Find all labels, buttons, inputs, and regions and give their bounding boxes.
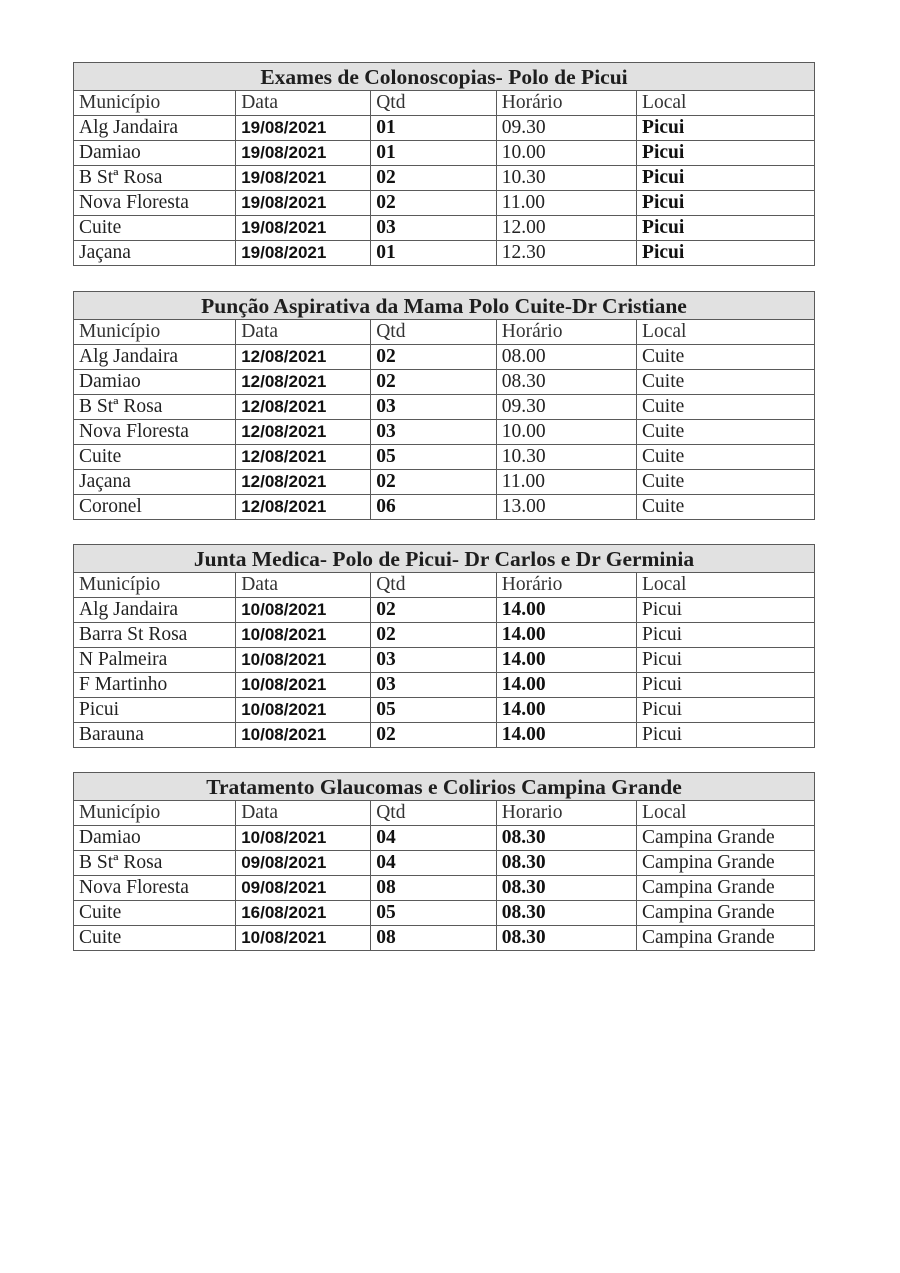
table-cell: 10.30 <box>496 445 636 470</box>
table-cell: 12/08/2021 <box>236 445 371 470</box>
column-header: Qtd <box>371 320 497 345</box>
table-cell: Nova Floresta <box>74 420 236 445</box>
table-cell: 19/08/2021 <box>236 116 371 141</box>
table-cell: 12/08/2021 <box>236 370 371 395</box>
table-cell: Damiao <box>74 826 236 851</box>
table-cell: Cuite <box>637 445 815 470</box>
table-cell: 03 <box>371 420 497 445</box>
table-cell: 03 <box>371 395 497 420</box>
table-cell: Cuite <box>74 216 236 241</box>
table-cell: B Stª Rosa <box>74 166 236 191</box>
column-header: Qtd <box>371 91 497 116</box>
table-cell: 08 <box>371 876 497 901</box>
column-header: Horário <box>496 91 636 116</box>
table-row <box>74 673 815 698</box>
table-cell: Picui <box>637 141 815 166</box>
table-row <box>74 826 815 851</box>
table-row <box>74 445 815 470</box>
table-cell: 08.30 <box>496 926 636 951</box>
table-row <box>74 116 815 141</box>
table-cell: 14.00 <box>496 698 636 723</box>
column-header: Local <box>637 801 815 826</box>
table-cell: 12/08/2021 <box>236 420 371 445</box>
table-row <box>74 470 815 495</box>
column-header: Data <box>236 573 371 598</box>
table-cell: 12.30 <box>496 241 636 266</box>
table-row <box>74 698 815 723</box>
table-cell: B Stª Rosa <box>74 851 236 876</box>
table-row <box>74 851 815 876</box>
table-cell: Picui <box>637 673 815 698</box>
table-row <box>74 901 815 926</box>
column-header: Qtd <box>371 801 497 826</box>
table-cell: 14.00 <box>496 723 636 748</box>
table-cell: Picui <box>637 598 815 623</box>
table-cell: 08.30 <box>496 370 636 395</box>
table-cell: 10/08/2021 <box>236 698 371 723</box>
table-row <box>74 926 815 951</box>
table-cell: Picui <box>637 166 815 191</box>
table-cell: 04 <box>371 851 497 876</box>
table-cell: Barauna <box>74 723 236 748</box>
table-cell: 13.00 <box>496 495 636 520</box>
table-row <box>74 876 815 901</box>
table-cell: 10/08/2021 <box>236 623 371 648</box>
table-cell: Cuite <box>637 370 815 395</box>
table-cell: 02 <box>371 723 497 748</box>
table-cell: 02 <box>371 370 497 395</box>
table-cell: 03 <box>371 216 497 241</box>
table-cell: F Martinho <box>74 673 236 698</box>
table-cell: 02 <box>371 598 497 623</box>
table-row <box>74 141 815 166</box>
table-row <box>74 723 815 748</box>
table-cell: 08.30 <box>496 826 636 851</box>
table-row <box>74 495 815 520</box>
table-row <box>74 420 815 445</box>
table-cell: 01 <box>371 241 497 266</box>
table-cell: Cuite <box>637 420 815 445</box>
table-header-row <box>74 320 815 345</box>
column-header: Município <box>74 801 236 826</box>
breast-aspiration-table <box>73 291 815 520</box>
table-cell: Cuite <box>74 901 236 926</box>
column-header: Data <box>236 320 371 345</box>
table-cell: 04 <box>371 826 497 851</box>
table-cell: 19/08/2021 <box>236 141 371 166</box>
column-header: Município <box>74 320 236 345</box>
table-cell: 16/08/2021 <box>236 901 371 926</box>
column-header: Local <box>637 320 815 345</box>
column-header: Local <box>637 573 815 598</box>
table-cell: 02 <box>371 470 497 495</box>
table-title-row <box>74 545 815 573</box>
table-cell: Cuite <box>637 495 815 520</box>
table-cell: N Palmeira <box>74 648 236 673</box>
table-cell: 09.30 <box>496 395 636 420</box>
table-cell: 10/08/2021 <box>236 926 371 951</box>
table-cell: Campina Grande <box>637 926 815 951</box>
table-cell: Cuite <box>637 345 815 370</box>
table-cell: 02 <box>371 191 497 216</box>
table-cell: 09.30 <box>496 116 636 141</box>
table-cell: 12.00 <box>496 216 636 241</box>
table-cell: 14.00 <box>496 598 636 623</box>
table-cell: 06 <box>371 495 497 520</box>
table-cell: 08 <box>371 926 497 951</box>
table-cell: 10/08/2021 <box>236 648 371 673</box>
table-cell: 14.00 <box>496 623 636 648</box>
table-row <box>74 623 815 648</box>
column-header: Município <box>74 573 236 598</box>
table-row <box>74 598 815 623</box>
table-cell: Cuite <box>74 926 236 951</box>
table-cell: Barra St Rosa <box>74 623 236 648</box>
table-cell: 01 <box>371 116 497 141</box>
table-row <box>74 345 815 370</box>
table-cell: Alg Jandaira <box>74 345 236 370</box>
table-cell: 09/08/2021 <box>236 876 371 901</box>
table-cell: Picui <box>637 648 815 673</box>
table-cell: Picui <box>637 216 815 241</box>
table-cell: 19/08/2021 <box>236 166 371 191</box>
table-cell: 05 <box>371 901 497 926</box>
table-cell: 08.30 <box>496 851 636 876</box>
table-cell: 12/08/2021 <box>236 395 371 420</box>
table-cell: Damiao <box>74 141 236 166</box>
table-cell: 01 <box>371 141 497 166</box>
table-cell: Alg Jandaira <box>74 598 236 623</box>
table-cell: 12/08/2021 <box>236 345 371 370</box>
table-header-row <box>74 573 815 598</box>
table-cell: 11.00 <box>496 470 636 495</box>
table-title: Exames de Colonoscopias- Polo de Picui <box>74 63 815 91</box>
table-title-row <box>74 773 815 801</box>
column-header: Local <box>637 91 815 116</box>
table-cell: 10.00 <box>496 141 636 166</box>
table-cell: 12/08/2021 <box>236 495 371 520</box>
table-cell: Picui <box>637 723 815 748</box>
table-cell: 14.00 <box>496 648 636 673</box>
table-cell: Damiao <box>74 370 236 395</box>
table-cell: 19/08/2021 <box>236 191 371 216</box>
table-cell: Alg Jandaira <box>74 116 236 141</box>
table-cell: 19/08/2021 <box>236 216 371 241</box>
table-title-row <box>74 63 815 91</box>
table-row <box>74 241 815 266</box>
table-cell: Cuite <box>74 445 236 470</box>
table-cell: 05 <box>371 698 497 723</box>
table-title: Junta Medica- Polo de Picui- Dr Carlos e Dr Germinia <box>74 545 815 573</box>
table-cell: 14.00 <box>496 673 636 698</box>
column-header: Horario <box>496 801 636 826</box>
table-cell: 10/08/2021 <box>236 673 371 698</box>
table-cell: 10/08/2021 <box>236 598 371 623</box>
table-row <box>74 191 815 216</box>
table-cell: Picui <box>637 623 815 648</box>
table-cell: Campina Grande <box>637 901 815 926</box>
table-cell: 02 <box>371 166 497 191</box>
table-cell: Picui <box>637 698 815 723</box>
glaucoma-treatment-table <box>73 772 815 951</box>
table-cell: 10/08/2021 <box>236 723 371 748</box>
table-cell: B Stª Rosa <box>74 395 236 420</box>
table-cell: Cuite <box>637 395 815 420</box>
column-header: Data <box>236 91 371 116</box>
column-header: Município <box>74 91 236 116</box>
table-row <box>74 648 815 673</box>
table-header-row <box>74 91 815 116</box>
table-cell: 19/08/2021 <box>236 241 371 266</box>
table-cell: Cuite <box>637 470 815 495</box>
table-title: Punção Aspirativa da Mama Polo Cuite-Dr Cristiane <box>74 292 815 320</box>
table-cell: 11.00 <box>496 191 636 216</box>
table-row <box>74 166 815 191</box>
table-cell: 10/08/2021 <box>236 826 371 851</box>
table-cell: 10.30 <box>496 166 636 191</box>
table-title-row <box>74 292 815 320</box>
column-header: Horário <box>496 320 636 345</box>
table-cell: Picui <box>637 191 815 216</box>
table-cell: 05 <box>371 445 497 470</box>
table-row <box>74 216 815 241</box>
colonoscopy-table <box>73 62 815 266</box>
column-header: Horário <box>496 573 636 598</box>
table-cell: 08.30 <box>496 901 636 926</box>
table-cell: Campina Grande <box>637 851 815 876</box>
table-row <box>74 395 815 420</box>
table-cell: 03 <box>371 673 497 698</box>
table-cell: 12/08/2021 <box>236 470 371 495</box>
table-row <box>74 370 815 395</box>
table-cell: 08.30 <box>496 876 636 901</box>
table-cell: Nova Floresta <box>74 876 236 901</box>
column-header: Qtd <box>371 573 497 598</box>
table-cell: Picui <box>74 698 236 723</box>
table-cell: Coronel <box>74 495 236 520</box>
table-cell: 10.00 <box>496 420 636 445</box>
table-cell: Picui <box>637 116 815 141</box>
column-header: Data <box>236 801 371 826</box>
medical-board-table <box>73 544 815 748</box>
table-header-row <box>74 801 815 826</box>
table-cell: 02 <box>371 345 497 370</box>
table-cell: 08.00 <box>496 345 636 370</box>
table-cell: 03 <box>371 648 497 673</box>
table-cell: Campina Grande <box>637 876 815 901</box>
table-cell: Picui <box>637 241 815 266</box>
table-cell: Nova Floresta <box>74 191 236 216</box>
table-cell: Jaçana <box>74 241 236 266</box>
table-cell: 02 <box>371 623 497 648</box>
table-cell: Jaçana <box>74 470 236 495</box>
table-cell: 09/08/2021 <box>236 851 371 876</box>
table-cell: Campina Grande <box>637 826 815 851</box>
table-title: Tratamento Glaucomas e Colirios Campina Grande <box>74 773 815 801</box>
